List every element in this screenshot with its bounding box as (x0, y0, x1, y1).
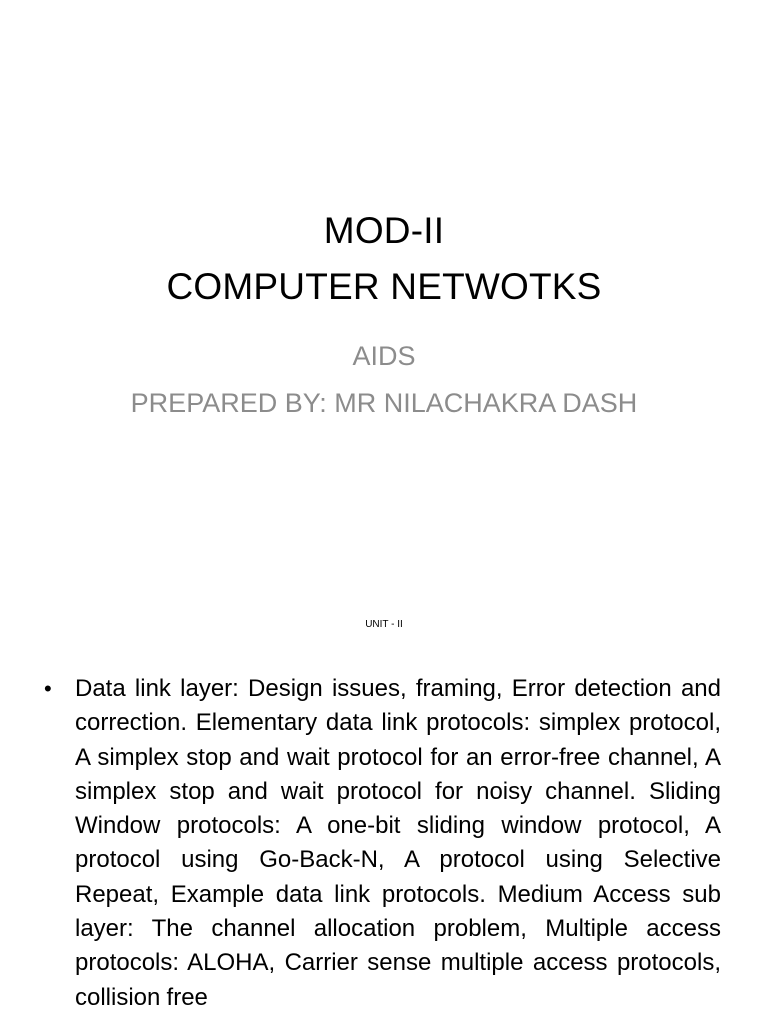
bullet-text: Data link layer: Design issues, framing, Error detection and correction. Elementary data link protocols: simplex protocol, A simplex stop and wait protocol for an error-free channel, A simplex stop and wait protocol for noisy channel. Sliding Window protocols: A one-bit sliding window protocol, A protocol using Go-Back-N, A protocol using Selective Repeat, Example data link protocols. Medium Access sub layer: The channel allocation problem, Multiple access protocols: ALOHA, Carrier sense multiple access protocols, collision free (75, 675, 721, 1011)
content-body (44, 672, 721, 1015)
title-line-1: MOD-II (323, 210, 445, 251)
unit-label: UNIT - II (365, 619, 403, 630)
title-line-2: COMPUTER NETWOTKS (166, 266, 602, 307)
bullet-item (44, 672, 721, 1015)
slide-title (0, 203, 768, 315)
slide-subtitle (0, 333, 768, 427)
subtitle-line-1: AIDS (352, 341, 416, 371)
subtitle-line-2: PREPARED BY: MR NILACHAKRA DASH (130, 388, 638, 418)
bullet-icon: • (44, 676, 52, 701)
